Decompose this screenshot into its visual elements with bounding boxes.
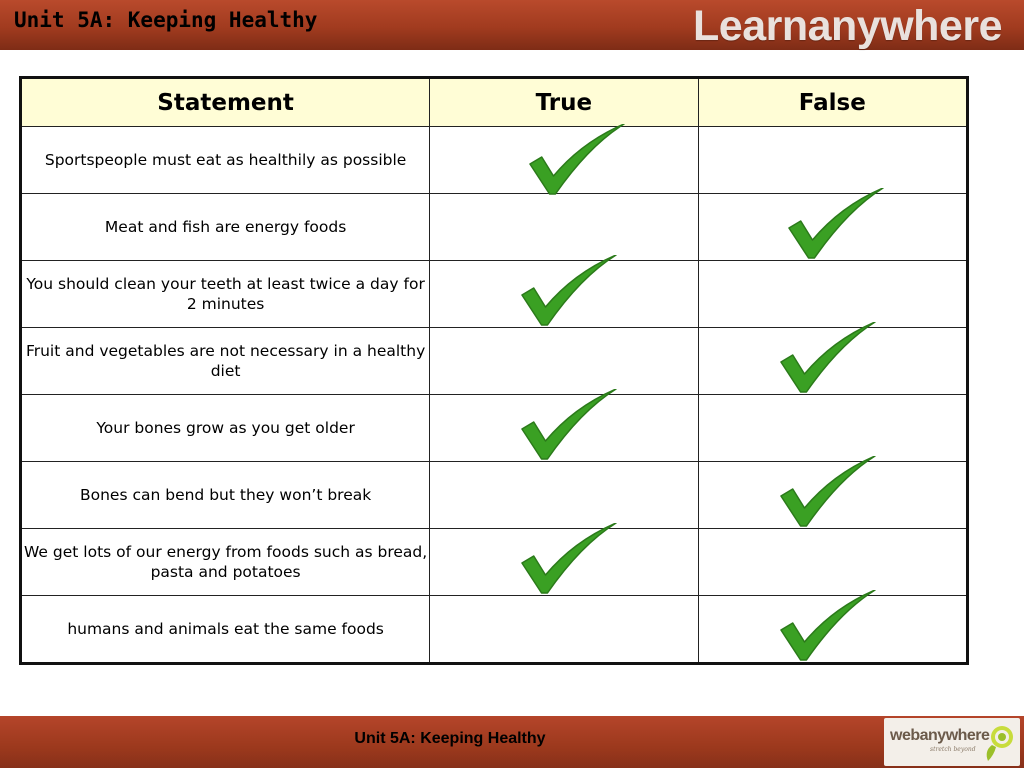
check-mark-icon [528,124,626,196]
statement-cell: Sportspeople must eat as healthily as possible [21,127,430,194]
true-cell [430,395,698,462]
statement-cell: Meat and fish are energy foods [21,194,430,261]
check-mark-icon [520,389,618,461]
statement-cell: You should clean your teeth at least twice a day for 2 minutes [21,261,430,328]
check-mark-icon [520,523,618,595]
false-cell [698,596,967,664]
webanywhere-logo-tagline: stretch beyond [930,746,976,753]
statement-cell: Bones can bend but they won’t break [21,462,430,529]
false-cell [698,462,967,529]
check-mark-icon [779,590,877,662]
webanywhere-logo-text: webanywhere [890,727,990,744]
table-body [21,127,968,664]
table-row [21,328,968,395]
table-row [21,395,968,462]
statement-cell: We get lots of our energy from foods such as bread, pasta and potatoes [21,529,430,596]
table-header-row [21,78,968,127]
check-mark-icon [787,188,885,260]
table-row [21,529,968,596]
footer-bar [0,716,1024,768]
table-row [21,462,968,529]
column-header-true: True [430,78,698,127]
false-cell [698,261,967,328]
header-bar [0,0,1024,50]
false-cell [698,529,967,596]
footer-title: Unit 5A: Keeping Healthy [354,730,546,747]
true-cell [430,328,698,395]
webanywhere-logo-icon [978,721,1018,765]
check-mark-icon [779,456,877,528]
false-cell [698,194,967,261]
statement-cell: Fruit and vegetables are not necessary in a healthy diet [21,328,430,395]
table-row [21,261,968,328]
statement-cell: humans and animals eat the same foods [21,596,430,664]
false-cell [698,127,967,194]
table-row [21,127,968,194]
false-cell [698,395,967,462]
true-cell [430,194,698,261]
column-header-statement: Statement [21,78,430,127]
webanywhere-logo [884,718,1020,766]
true-false-table [19,76,969,665]
learnanywhere-logo: Learnanywhere [693,2,1002,50]
true-cell [430,261,698,328]
column-header-false: False [698,78,967,127]
table-row [21,194,968,261]
check-mark-icon [779,322,877,394]
true-cell [430,529,698,596]
false-cell [698,328,967,395]
check-mark-icon [520,255,618,327]
header-title: Unit 5A: Keeping Healthy [14,8,318,32]
true-cell [430,127,698,194]
true-cell [430,596,698,664]
table-row [21,596,968,664]
statement-cell: Your bones grow as you get older [21,395,430,462]
true-cell [430,462,698,529]
